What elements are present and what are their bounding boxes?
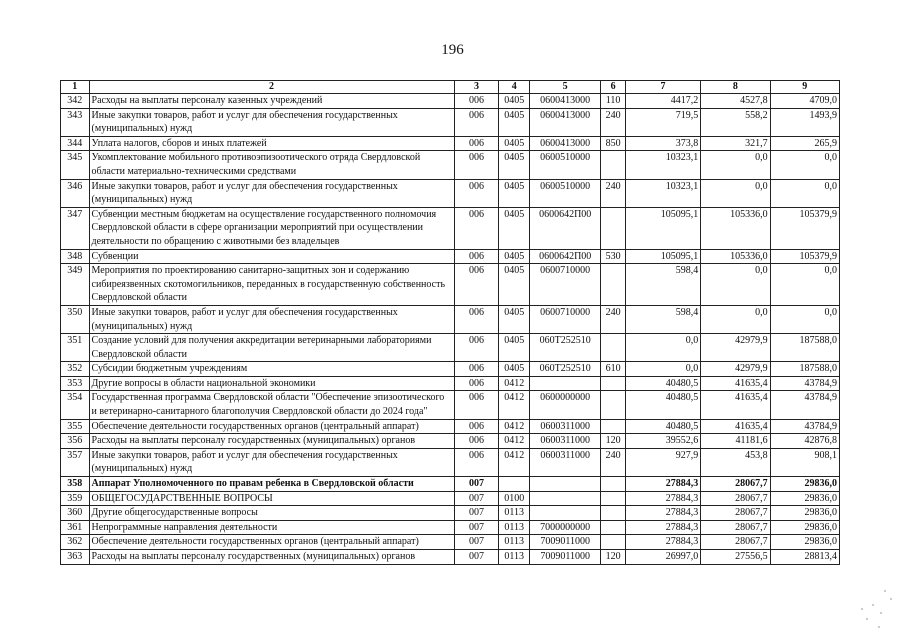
table-row	[61, 419, 840, 434]
row-number-cell: 347	[61, 207, 90, 249]
table-row	[61, 249, 840, 264]
row-number-cell: 362	[61, 535, 90, 550]
amount-year2-cell: 0,0	[701, 151, 770, 179]
row-number-cell: 344	[61, 136, 90, 151]
expense-type-cell	[601, 419, 625, 434]
scan-speckle	[890, 598, 892, 600]
expense-name-cell: Обеспечение деятельности государственных органов (центральный аппарат)	[89, 419, 454, 434]
amount-year2-cell: 28067,7	[701, 520, 770, 535]
amount-year1-cell: 4417,2	[625, 94, 700, 109]
expense-name-cell: Иные закупки товаров, работ и услуг для обеспечения государственных (муниципальных) нужд	[89, 179, 454, 207]
scan-speckle	[880, 612, 882, 614]
target-code-cell: 7000000000	[530, 520, 601, 535]
expense-type-cell	[601, 376, 625, 391]
ministry-code-cell: 006	[454, 264, 499, 306]
expense-name-cell: ОБЩЕГОСУДАРСТВЕННЫЕ ВОПРОСЫ	[89, 491, 454, 506]
expense-name-cell: Субвенции	[89, 249, 454, 264]
ministry-code-cell: 006	[454, 94, 499, 109]
ministry-code-cell: 006	[454, 151, 499, 179]
row-number-cell: 352	[61, 362, 90, 377]
section-code-cell: 0405	[499, 207, 530, 249]
amount-year2-cell: 105336,0	[701, 207, 770, 249]
amount-year1-cell: 26997,0	[625, 550, 700, 565]
section-code-cell: 0405	[499, 108, 530, 136]
amount-year1-cell: 10323,1	[625, 179, 700, 207]
expense-name-cell: Создание условий для получения аккредитации ветеринарными лабораториями Свердловской области	[89, 334, 454, 362]
amount-year1-cell: 105095,1	[625, 207, 700, 249]
expense-type-cell	[601, 391, 625, 419]
amount-year1-cell: 27884,3	[625, 520, 700, 535]
amount-year2-cell: 321,7	[701, 136, 770, 151]
row-number-cell: 360	[61, 506, 90, 521]
section-code-cell: 0405	[499, 249, 530, 264]
expense-name-cell: Субсидии бюджетным учреждениям	[89, 362, 454, 377]
amount-year2-cell: 41181,6	[701, 434, 770, 449]
expense-type-cell	[601, 491, 625, 506]
section-code-cell: 0405	[499, 334, 530, 362]
amount-year1-cell: 27884,3	[625, 477, 700, 492]
target-code-cell: 7009011000	[530, 535, 601, 550]
amount-year1-cell: 719,5	[625, 108, 700, 136]
ministry-code-cell: 006	[454, 305, 499, 333]
expense-name-cell: Субвенции местным бюджетам на осуществление государственного полномочия Свердловской области в сфере организации мероприятий при осуществлении деятельности по обращению с животными без владельцев	[89, 207, 454, 249]
target-code-cell: 0600642П00	[530, 249, 601, 264]
scan-speckle	[872, 604, 874, 606]
target-code-cell: 0600413000	[530, 136, 601, 151]
scan-speckle	[866, 618, 868, 620]
scan-speckle	[861, 608, 863, 610]
amount-year1-cell: 39552,6	[625, 434, 700, 449]
table-row	[61, 391, 840, 419]
table-row	[61, 550, 840, 565]
amount-year1-cell: 373,8	[625, 136, 700, 151]
section-code-cell: 0113	[499, 520, 530, 535]
amount-year2-cell: 105336,0	[701, 249, 770, 264]
expense-name-cell: Другие вопросы в области национальной экономики	[89, 376, 454, 391]
expense-name-cell: Расходы на выплаты персоналу государственных (муниципальных) органов	[89, 434, 454, 449]
table-row	[61, 448, 840, 476]
row-number-cell: 358	[61, 477, 90, 492]
amount-year2-cell: 0,0	[701, 179, 770, 207]
row-number-cell: 351	[61, 334, 90, 362]
ministry-code-cell: 007	[454, 477, 499, 492]
amount-year1-cell: 40480,5	[625, 391, 700, 419]
target-code-cell	[530, 491, 601, 506]
col-header: 5	[530, 81, 601, 94]
target-code-cell	[530, 477, 601, 492]
expense-name-cell: Расходы на выплаты персоналу государственных (муниципальных) органов	[89, 550, 454, 565]
amount-year2-cell: 27556,5	[701, 550, 770, 565]
amount-year1-cell: 40480,5	[625, 419, 700, 434]
ministry-code-cell: 006	[454, 434, 499, 449]
amount-year1-cell: 10323,1	[625, 151, 700, 179]
expense-name-cell: Аппарат Уполномоченного по правам ребенка в Свердловской области	[89, 477, 454, 492]
amount-year3-cell: 187588,0	[770, 362, 839, 377]
table-row	[61, 94, 840, 109]
table-row	[61, 506, 840, 521]
amount-year3-cell: 29836,0	[770, 535, 839, 550]
target-code-cell: 0600710000	[530, 264, 601, 306]
amount-year3-cell: 105379,9	[770, 249, 839, 264]
table-row	[61, 535, 840, 550]
amount-year2-cell: 0,0	[701, 305, 770, 333]
table-row	[61, 334, 840, 362]
ministry-code-cell: 006	[454, 362, 499, 377]
target-code-cell: 0600510000	[530, 151, 601, 179]
target-code-cell: 0600311000	[530, 419, 601, 434]
expense-name-cell: Иные закупки товаров, работ и услуг для обеспечения государственных (муниципальных) нужд	[89, 448, 454, 476]
amount-year1-cell: 598,4	[625, 305, 700, 333]
target-code-cell: 0600311000	[530, 448, 601, 476]
row-number-cell: 354	[61, 391, 90, 419]
section-code-cell: 0412	[499, 448, 530, 476]
section-code-cell: 0412	[499, 434, 530, 449]
expense-type-cell	[601, 334, 625, 362]
table-body	[61, 94, 840, 565]
expense-type-cell: 240	[601, 179, 625, 207]
expense-type-cell	[601, 535, 625, 550]
table-row	[61, 376, 840, 391]
table-row	[61, 491, 840, 506]
table-row	[61, 136, 840, 151]
amount-year3-cell: 42876,8	[770, 434, 839, 449]
amount-year3-cell: 29836,0	[770, 477, 839, 492]
target-code-cell: 0600311000	[530, 434, 601, 449]
amount-year3-cell: 187588,0	[770, 334, 839, 362]
header-row	[61, 81, 840, 94]
expense-type-cell	[601, 520, 625, 535]
amount-year1-cell: 27884,3	[625, 535, 700, 550]
target-code-cell	[530, 506, 601, 521]
expense-type-cell: 530	[601, 249, 625, 264]
section-code-cell: 0405	[499, 94, 530, 109]
ministry-code-cell: 006	[454, 376, 499, 391]
amount-year3-cell: 105379,9	[770, 207, 839, 249]
amount-year3-cell: 28813,4	[770, 550, 839, 565]
table-row	[61, 207, 840, 249]
section-code-cell: 0113	[499, 550, 530, 565]
ministry-code-cell: 006	[454, 419, 499, 434]
amount-year2-cell: 4527,8	[701, 94, 770, 109]
ministry-code-cell: 006	[454, 207, 499, 249]
ministry-code-cell: 006	[454, 391, 499, 419]
target-code-cell: 0600000000	[530, 391, 601, 419]
expense-type-cell: 850	[601, 136, 625, 151]
table-row	[61, 477, 840, 492]
expense-type-cell: 110	[601, 94, 625, 109]
amount-year1-cell: 0,0	[625, 362, 700, 377]
amount-year2-cell: 558,2	[701, 108, 770, 136]
expense-name-cell: Укомплектование мобильного противоэпизоотического отряда Свердловской области материально-техническими средствами	[89, 151, 454, 179]
amount-year2-cell: 41635,4	[701, 376, 770, 391]
amount-year2-cell: 28067,7	[701, 477, 770, 492]
table-row	[61, 108, 840, 136]
ministry-code-cell: 006	[454, 334, 499, 362]
expense-name-cell: Государственная программа Свердловской области "Обеспечение эпизоотического и ветеринарно-санитарного благополучия Свердловской области до 2024 года"	[89, 391, 454, 419]
col-header: 7	[625, 81, 700, 94]
target-code-cell: 0600710000	[530, 305, 601, 333]
col-header: 4	[499, 81, 530, 94]
expense-type-cell	[601, 264, 625, 306]
amount-year3-cell: 43784,9	[770, 419, 839, 434]
target-code-cell: 0600642П00	[530, 207, 601, 249]
budget-table	[60, 80, 840, 565]
amount-year3-cell: 43784,9	[770, 376, 839, 391]
amount-year1-cell: 105095,1	[625, 249, 700, 264]
expense-type-cell: 610	[601, 362, 625, 377]
row-number-cell: 355	[61, 419, 90, 434]
row-number-cell: 356	[61, 434, 90, 449]
section-code-cell: 0113	[499, 535, 530, 550]
expense-name-cell: Обеспечение деятельности государственных органов (центральный аппарат)	[89, 535, 454, 550]
amount-year2-cell: 42979,9	[701, 334, 770, 362]
amount-year2-cell: 453,8	[701, 448, 770, 476]
amount-year2-cell: 42979,9	[701, 362, 770, 377]
scan-speckle	[878, 626, 880, 628]
row-number-cell: 363	[61, 550, 90, 565]
table-row	[61, 305, 840, 333]
target-code-cell: 060Т252510	[530, 362, 601, 377]
target-code-cell: 0600413000	[530, 108, 601, 136]
expense-type-cell: 240	[601, 305, 625, 333]
ministry-code-cell: 006	[454, 136, 499, 151]
expense-name-cell: Иные закупки товаров, работ и услуг для обеспечения государственных (муниципальных) нужд	[89, 305, 454, 333]
section-code-cell: 0405	[499, 362, 530, 377]
expense-type-cell: 240	[601, 108, 625, 136]
col-header: 6	[601, 81, 625, 94]
amount-year3-cell: 29836,0	[770, 491, 839, 506]
amount-year2-cell: 28067,7	[701, 491, 770, 506]
row-number-cell: 357	[61, 448, 90, 476]
amount-year2-cell: 28067,7	[701, 535, 770, 550]
row-number-cell: 350	[61, 305, 90, 333]
ministry-code-cell: 006	[454, 108, 499, 136]
section-code-cell: 0405	[499, 179, 530, 207]
expense-type-cell	[601, 506, 625, 521]
expense-type-cell: 240	[601, 448, 625, 476]
expense-name-cell: Мероприятия по проектированию санитарно-защитных зон и содержанию сибиреязвенных скотомогильников, переданных в государственную собственность Свердловской области	[89, 264, 454, 306]
section-code-cell: 0113	[499, 506, 530, 521]
amount-year1-cell: 27884,3	[625, 491, 700, 506]
amount-year3-cell: 0,0	[770, 305, 839, 333]
row-number-cell: 346	[61, 179, 90, 207]
target-code-cell: 0600510000	[530, 179, 601, 207]
table-row	[61, 264, 840, 306]
row-number-cell: 361	[61, 520, 90, 535]
table-row	[61, 434, 840, 449]
amount-year3-cell: 265,9	[770, 136, 839, 151]
amount-year2-cell: 41635,4	[701, 419, 770, 434]
row-number-cell: 353	[61, 376, 90, 391]
target-code-cell: 060Т252510	[530, 334, 601, 362]
amount-year1-cell: 927,9	[625, 448, 700, 476]
amount-year1-cell: 27884,3	[625, 506, 700, 521]
row-number-cell: 349	[61, 264, 90, 306]
section-code-cell: 0412	[499, 391, 530, 419]
col-header: 1	[61, 81, 90, 94]
expense-type-cell	[601, 207, 625, 249]
table-row	[61, 179, 840, 207]
col-header: 8	[701, 81, 770, 94]
amount-year3-cell: 0,0	[770, 151, 839, 179]
ministry-code-cell: 007	[454, 535, 499, 550]
amount-year2-cell: 28067,7	[701, 506, 770, 521]
col-header: 9	[770, 81, 839, 94]
row-number-cell: 342	[61, 94, 90, 109]
ministry-code-cell: 006	[454, 448, 499, 476]
amount-year3-cell: 0,0	[770, 179, 839, 207]
ministry-code-cell: 007	[454, 506, 499, 521]
expense-name-cell: Другие общегосударственные вопросы	[89, 506, 454, 521]
amount-year3-cell: 908,1	[770, 448, 839, 476]
section-code-cell	[499, 477, 530, 492]
amount-year1-cell: 40480,5	[625, 376, 700, 391]
section-code-cell: 0100	[499, 491, 530, 506]
amount-year3-cell: 29836,0	[770, 520, 839, 535]
amount-year3-cell: 1493,9	[770, 108, 839, 136]
amount-year3-cell: 43784,9	[770, 391, 839, 419]
page-number: 196	[441, 42, 464, 58]
expense-type-cell	[601, 477, 625, 492]
ministry-code-cell: 006	[454, 249, 499, 264]
target-code-cell	[530, 376, 601, 391]
section-code-cell: 0405	[499, 305, 530, 333]
target-code-cell: 0600413000	[530, 94, 601, 109]
row-number-cell: 343	[61, 108, 90, 136]
expense-name-cell: Расходы на выплаты персоналу казенных учреждений	[89, 94, 454, 109]
expense-type-cell: 120	[601, 550, 625, 565]
row-number-cell: 348	[61, 249, 90, 264]
section-code-cell: 0412	[499, 376, 530, 391]
ministry-code-cell: 007	[454, 491, 499, 506]
table-row	[61, 151, 840, 179]
amount-year3-cell: 29836,0	[770, 506, 839, 521]
row-number-cell: 359	[61, 491, 90, 506]
row-number-cell: 345	[61, 151, 90, 179]
expense-name-cell: Иные закупки товаров, работ и услуг для обеспечения государственных (муниципальных) нужд	[89, 108, 454, 136]
section-code-cell: 0412	[499, 419, 530, 434]
amount-year2-cell: 0,0	[701, 264, 770, 306]
target-code-cell: 7009011000	[530, 550, 601, 565]
amount-year3-cell: 0,0	[770, 264, 839, 306]
expense-name-cell: Непрограммные направления деятельности	[89, 520, 454, 535]
table-row	[61, 362, 840, 377]
amount-year1-cell: 598,4	[625, 264, 700, 306]
amount-year3-cell: 4709,0	[770, 94, 839, 109]
amount-year2-cell: 41635,4	[701, 391, 770, 419]
expense-type-cell: 120	[601, 434, 625, 449]
expense-name-cell: Уплата налогов, сборов и иных платежей	[89, 136, 454, 151]
scan-speckle	[884, 590, 886, 592]
ministry-code-cell: 007	[454, 520, 499, 535]
col-header: 2	[89, 81, 454, 94]
amount-year1-cell: 0,0	[625, 334, 700, 362]
ministry-code-cell: 007	[454, 550, 499, 565]
section-code-cell: 0405	[499, 264, 530, 306]
expense-type-cell	[601, 151, 625, 179]
section-code-cell: 0405	[499, 151, 530, 179]
ministry-code-cell: 006	[454, 179, 499, 207]
section-code-cell: 0405	[499, 136, 530, 151]
col-header: 3	[454, 81, 499, 94]
table-row	[61, 520, 840, 535]
